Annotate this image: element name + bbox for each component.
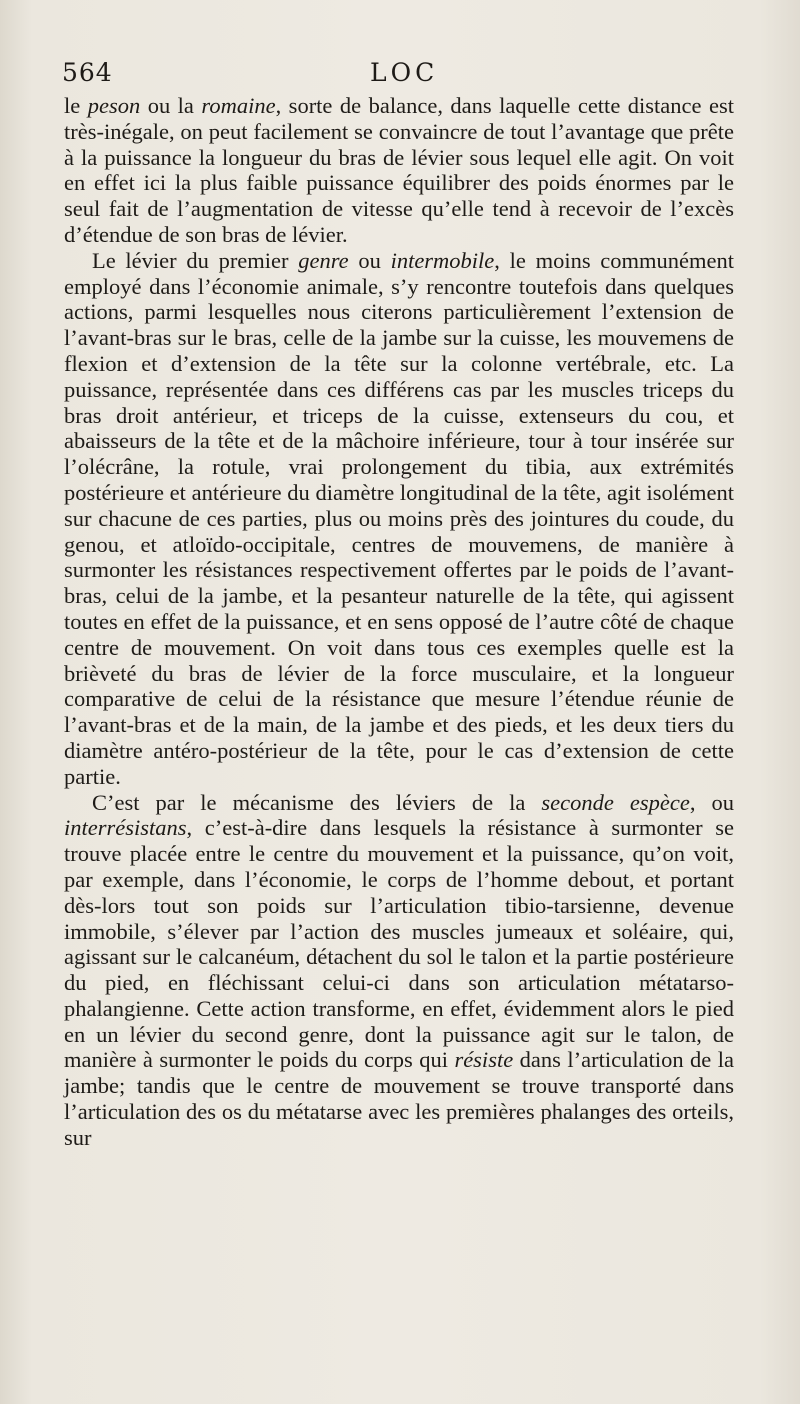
text-run: , c’est-à-dire dans lesquels la résistance à surmonter se trouve placée entre le centre du mouvement et la puissance, qu’on voit, par exemple, dans l’économie, le corps de l’homme debout, et portant dès-lors tout son poids sur l’articulation tibio-tarsienne, devenue immobile, s’élever par l’action des muscles jumeaux et soléaire, qui, agissant sur le calcanéum, détachent du sol le talon et la partie postérieure du pied, en fléchissant celui-ci dans son articulation métatarso-phalangienne. Cette action transforme, en effet, évidemment alors le pied en un lévier du second genre, dont la puissance agit sur le talon, de manière à surmonter le poids du corps qui [64,815,734,1073]
italic-term: résiste [454,1047,514,1073]
paragraph [64,93,734,248]
page-header [62,58,742,92]
text-run: , sorte de balance, dans laquelle cette distance est très-inégale, on peut facilement se convaincre de tout l’avantage que prête à la puissance la longueur du bras de lévier sous lequel elle agit. On voit en effet ici la plus faible puissance équilibrer des poids énormes par le seul fait de l’augmentation de vitesse qu’elle tend à recevoir de l’excès d’étendue de son bras de lévier. [64,93,734,247]
italic-term: genre [298,247,349,273]
paragraph [64,790,734,1151]
text-run: ou [348,247,391,273]
text-run: ou la [140,93,202,118]
italic-term: interrésistans [64,815,187,841]
page-number: 564 [62,58,113,87]
italic-term: intermobile [390,247,495,273]
text-run: , ou [689,789,735,815]
italic-term: seconde espèce [541,789,690,815]
body-text [64,93,734,1151]
italic-term: peson [87,93,141,118]
text-run: Le lévier du premier [92,247,299,273]
text-run: dans l’articulation de la jambe; tandis que le centre de mouvement se trouve transporté dans l’articulation des os du métatarse avec les premières phalanges des orteils, sur [64,1047,734,1150]
text-run: le [64,93,88,118]
running-head: LOC [370,58,439,87]
italic-term: romaine [201,93,276,118]
paragraph [64,248,734,790]
text-run: C’est par le mécanisme des léviers de la [92,789,542,815]
text-run: , le moins communément employé dans l’économie animale, s’y rencontre toutefois dans quelques actions, parmi lesquelles nous citerons particulièrement l’extension de l’avant-bras sur le bras, celle de la jambe sur la cuisse, les mouvemens de flexion et d’extension de la tête sur la colonne vertébrale, etc. La puissance, représentée dans ces différens cas par les muscles triceps du bras droit antérieur, et triceps de la cuisse, extenseurs du cou, et abaisseurs de la tête et de la mâchoire inférieure, tour à tour insérée sur l’olécrâne, la rotule, vrai prolongement du tibia, aux extrémités postérieure et antérieure du diamètre longitudinal de la tête, agit isolément sur chacune de ces parties, plus ou moins près des jointures du coude, du genou, et atloïdo-occipitale, centres de mouvemens, de manière à surmonter les résistances respectivement offertes par le poids de l’avant-bras, celui de la jambe, et la pesanteur naturelle de la tête, qui agissent toutes en effet de la puissance, et en sens opposé de l’autre côté de chaque centre de mouvement. On voit dans tous ces exemples quelle est la brièveté du bras de lévier de la force musculaire, et la longueur comparative de celui de la résistance que mesure l’étendue réunie de l’avant-bras et de la main, de la jambe et des pieds, et les deux tiers du diamètre antéro-postérieur de la tête, pour le cas d’extension de cette partie. [64,247,734,789]
